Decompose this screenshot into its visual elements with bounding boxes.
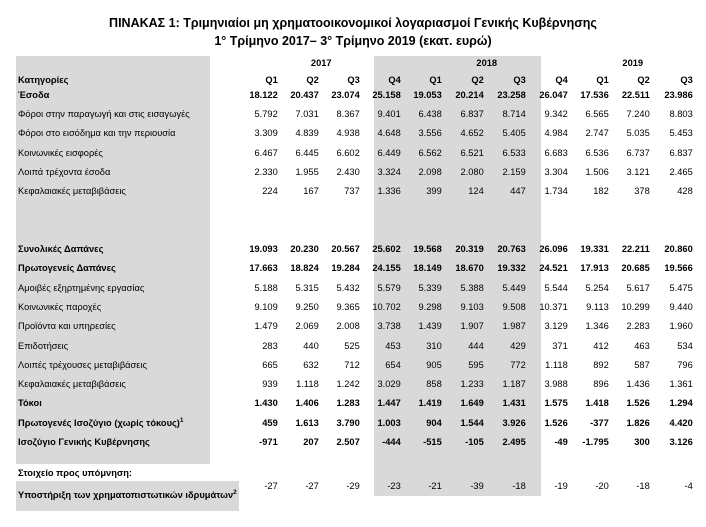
row-label: [16, 432, 239, 451]
table-cell: 18.149: [413, 263, 442, 274]
table-cell: 4.984: [544, 128, 568, 139]
table-cell: 26.047: [539, 89, 568, 100]
table-cell: -444: [382, 436, 401, 447]
row-label-text: Κοινωνικές παροχές: [18, 301, 102, 312]
table-cell: 6.737: [626, 147, 650, 158]
table-row: [16, 143, 695, 162]
table-cell: 17.913: [580, 263, 609, 274]
table-cell: 207: [303, 436, 319, 447]
table-cell: 2.330: [254, 166, 278, 177]
table-cell: 24.521: [539, 263, 568, 274]
table-cell: 3.324: [377, 166, 401, 177]
table-cell: 3.988: [544, 379, 568, 390]
row-label: [16, 394, 239, 413]
table-cell: 4.648: [377, 128, 401, 139]
table-cell: 9.113: [586, 301, 609, 312]
row-label-text: Προϊόντα και υπηρεσίες: [18, 321, 116, 332]
table-cell: 9.298: [418, 301, 442, 312]
table-cell: 2.008: [336, 321, 360, 332]
table-cell: 378: [634, 186, 650, 197]
table-row: [16, 181, 695, 200]
table-cell: 939: [262, 379, 278, 390]
table-cell: 712: [344, 359, 360, 370]
table-cell: 3.309: [254, 128, 278, 139]
table-cell: 595: [468, 359, 484, 370]
table-row: [16, 278, 695, 297]
table-cell: 796: [677, 359, 693, 370]
table-cell: 3.790: [336, 417, 360, 428]
year-header-blank: [16, 56, 239, 69]
table-cell: 23.074: [331, 89, 360, 100]
table-cell: 1.406: [295, 398, 319, 409]
table-cell: 2.098: [418, 166, 442, 177]
table-cell: 1.526: [544, 417, 568, 428]
table-cell: -971: [259, 436, 278, 447]
table-cell: 24.155: [372, 263, 401, 274]
table-cell: 5.617: [626, 282, 650, 293]
table-cell: 6.565: [585, 108, 609, 119]
table-cell: 1.907: [460, 321, 484, 332]
table-cell: 9.365: [336, 301, 360, 312]
table-cell: 3.556: [418, 128, 442, 139]
table-cell: 22.211: [621, 244, 650, 255]
table-cell: 1.987: [502, 321, 526, 332]
table-cell: -21: [428, 480, 442, 491]
table-cell: 19.568: [413, 244, 442, 255]
table-cell: 772: [510, 359, 526, 370]
spacer-cell: [16, 220, 695, 239]
table-cell: -19: [554, 480, 568, 491]
table-cell: 453: [385, 340, 401, 351]
row-label: [16, 374, 239, 393]
table-cell: 1.346: [585, 321, 609, 332]
spacer-row: [16, 220, 695, 239]
table-cell: 904: [426, 417, 442, 428]
table-cell: 20.763: [497, 244, 526, 255]
table-cell: 3.738: [377, 321, 401, 332]
table-cell: 6.683: [544, 147, 568, 158]
table-cell: 5.579: [377, 282, 401, 293]
table-cell: 2.747: [585, 128, 609, 139]
table-row: [16, 124, 695, 143]
table-cell: 1.003: [377, 417, 401, 428]
table-cell: 4.652: [460, 128, 484, 139]
table-cell: 1.613: [295, 417, 319, 428]
table-cell: 1.649: [460, 398, 484, 409]
table-cell: 1.506: [585, 166, 609, 177]
table-cell: 18.824: [290, 263, 319, 274]
table-cell: 4.839: [295, 128, 319, 139]
table-cell: -1.795: [582, 436, 609, 447]
table-cell: 20.437: [290, 89, 319, 100]
table-cell: 1.960: [669, 321, 693, 332]
memo-label: Στοιχείο προς υπόμνηση:: [18, 467, 133, 478]
table-cell: 399: [426, 186, 442, 197]
table-cell: 444: [468, 340, 484, 351]
table-cell: 9.508: [502, 301, 526, 312]
table-cell: -20: [595, 480, 609, 491]
row-label: [16, 162, 239, 181]
table-cell: 1.544: [460, 417, 484, 428]
row-label-text: Ισοζύγιο Γενικής Κυβέρνησης: [18, 436, 150, 447]
table-cell: 124: [468, 186, 484, 197]
table-cell: 5.254: [585, 282, 609, 293]
table-cell: 2.465: [669, 166, 693, 177]
row-label: [16, 481, 239, 511]
table-cell: 26.096: [539, 244, 568, 255]
spacer-row: [16, 452, 695, 465]
table-cell: 7.240: [626, 108, 650, 119]
table-cell: -27: [305, 480, 319, 491]
table-cell: -23: [387, 480, 401, 491]
table-cell: -377: [590, 417, 609, 428]
row-label-text: Αμοιβές εξηρτημένης εργασίας: [18, 282, 145, 293]
table-cell: 6.467: [254, 147, 278, 158]
table-cell: 459: [262, 417, 278, 428]
row-label: [16, 85, 239, 104]
year-header-row: [16, 56, 695, 69]
table-row: [16, 336, 695, 355]
table-cell: 2.159: [502, 166, 526, 177]
table-cell: 525: [344, 340, 360, 351]
quarter-header: Q1: [596, 75, 609, 85]
table-cell: 17.536: [580, 89, 609, 100]
table-cell: 5.188: [254, 282, 278, 293]
table-cell: 6.562: [418, 147, 442, 158]
quarter-header: Q1: [265, 75, 278, 85]
row-label-text: Έσοδα: [18, 89, 50, 100]
quarter-header: Q4: [388, 75, 401, 85]
table-cell: 224: [262, 186, 278, 197]
table-cell: 25.158: [372, 89, 401, 100]
table-cell: 1.526: [626, 398, 650, 409]
fiscal-accounts-table: [16, 56, 695, 511]
quarter-header: Q2: [306, 75, 319, 85]
row-label-text: Κοινωνικές εισφορές: [18, 147, 103, 158]
table-cell: 1.439: [418, 321, 442, 332]
table-cell: 1.294: [669, 398, 693, 409]
table-cell: 632: [303, 359, 319, 370]
row-label-text: Κεφαλαιακές μεταβιβάσεις: [18, 379, 126, 390]
table-cell: 19.566: [664, 263, 693, 274]
table-cell: 9.109: [254, 301, 278, 312]
table-cell: 1.430: [254, 398, 278, 409]
quarter-header: Q2: [471, 75, 484, 85]
table-cell: 5.315: [295, 282, 319, 293]
table-cell: 4.420: [669, 417, 693, 428]
table-cell: 587: [634, 359, 650, 370]
year-header-2019: 2019: [622, 57, 644, 68]
table-cell: 1.734: [544, 186, 568, 197]
quarter-header-row: [16, 69, 695, 85]
table-cell: -29: [346, 480, 360, 491]
table-cell: 10.299: [621, 301, 650, 312]
row-label-text: Τόκοι: [18, 398, 42, 409]
table-cell: -49: [554, 436, 568, 447]
table-cell: 1.826: [626, 417, 650, 428]
table-cell: 5.388: [460, 282, 484, 293]
table-cell: 428: [677, 186, 693, 197]
table-cell: 19.332: [497, 263, 526, 274]
table-row: [16, 297, 695, 316]
footnote-marker: 1: [179, 416, 184, 424]
row-label: [16, 181, 239, 200]
table-cell: 371: [552, 340, 568, 351]
categories-header: Κατηγορίες: [18, 75, 69, 85]
table-cell: 20.230: [290, 244, 319, 255]
table-cell: 9.342: [544, 108, 568, 119]
table-cell: 1.118: [545, 359, 568, 370]
table-cell: 5.405: [502, 128, 526, 139]
row-label: [16, 239, 239, 258]
table-cell: 2.069: [295, 321, 319, 332]
table-cell: 283: [262, 340, 278, 351]
table-cell: -105: [465, 436, 484, 447]
row-label-text: Κεφαλαιακές μεταβιβάσεις: [18, 186, 126, 197]
table-cell: 1.431: [502, 398, 526, 409]
table-row: [16, 413, 695, 432]
year-header-2018: 2018: [476, 57, 498, 68]
table-cell: 5.792: [254, 108, 278, 119]
table-cell: 1.336: [377, 186, 401, 197]
table-cell: 19.331: [580, 244, 609, 255]
table-cell: 8.803: [669, 108, 693, 119]
row-label: [16, 124, 239, 143]
table-row: [16, 374, 695, 393]
table-cell: 5.475: [669, 282, 693, 293]
table-cell: 1.418: [585, 398, 609, 409]
table-cell: 3.121: [626, 166, 650, 177]
table-cell: -18: [636, 480, 650, 491]
table-cell: 20.214: [455, 89, 484, 100]
row-label: [16, 413, 239, 432]
row-label: [16, 104, 239, 123]
table-cell: 6.521: [460, 147, 484, 158]
table-cell: 6.438: [418, 108, 442, 119]
table-row: [16, 162, 695, 181]
table-cell: 19.093: [249, 244, 278, 255]
table-cell: 20.685: [621, 263, 650, 274]
table-cell: 1.118: [296, 379, 319, 390]
table-cell: 300: [634, 436, 650, 447]
row-label-text: Συνολικές Δαπάνες: [18, 244, 104, 255]
table-cell: 25.602: [372, 244, 401, 255]
table-cell: 18.670: [455, 263, 484, 274]
table-cell: 3.029: [377, 379, 401, 390]
table-cell: 9.250: [295, 301, 319, 312]
table-cell: 1.955: [295, 166, 319, 177]
table-cell: 5.432: [336, 282, 360, 293]
table-cell: 19.053: [413, 89, 442, 100]
table-cell: 9.401: [377, 108, 401, 119]
footnote-marker: 2: [233, 489, 237, 497]
table-cell: 19.284: [331, 263, 360, 274]
table-cell: 23.986: [664, 89, 693, 100]
table-cell: 9.440: [669, 301, 693, 312]
table-row: [16, 317, 695, 336]
table-row: [16, 239, 695, 258]
row-label-text: Λοιπές τρέχουσες μεταβιβάσεις: [18, 359, 147, 370]
quarter-header: Q3: [680, 75, 693, 85]
row-label-text: Λοιπά τρέχοντα έσοδα: [18, 166, 111, 177]
table-cell: 6.536: [585, 147, 609, 158]
table-cell: 2.283: [626, 321, 650, 332]
row-label-text: Επιδοτήσεις: [18, 340, 69, 351]
table-cell: 1.283: [336, 398, 360, 409]
row-label: [16, 297, 239, 316]
table-cell: 4.938: [336, 128, 360, 139]
table-cell: 22.511: [621, 89, 650, 100]
row-label: [16, 355, 239, 374]
table-cell: 182: [593, 186, 609, 197]
table-row: [16, 355, 695, 374]
table-cell: 18.122: [249, 89, 278, 100]
table-cell: -18: [512, 480, 526, 491]
table-cell: 6.445: [295, 147, 319, 158]
table-cell: 7.031: [295, 108, 319, 119]
row-label: [16, 317, 239, 336]
table-row: [16, 85, 695, 104]
table-cell: 8.367: [336, 108, 360, 119]
table-cell: 1.575: [544, 398, 568, 409]
row-label-text: Πρωτογενές Ισοζύγιο (χωρίς τόκους): [18, 417, 180, 428]
spacer-cell: [16, 201, 695, 220]
row-label-text: Υποστήριξη των χρηματοπιστωτικών ιδρυμάτων: [18, 490, 234, 501]
row-label: [16, 143, 239, 162]
table-cell: 429: [510, 340, 526, 351]
spacer-cell: [16, 452, 695, 465]
table-cell: 6.449: [377, 147, 401, 158]
table-cell: 8.714: [502, 108, 526, 119]
table-cell: 5.544: [544, 282, 568, 293]
table-cell: 2.430: [336, 166, 360, 177]
table-cell: 6.837: [669, 147, 693, 158]
table-cell: 1.233: [460, 379, 484, 390]
table-cell: 9.103: [460, 301, 484, 312]
table-cell: -4: [684, 480, 693, 491]
table-row: [16, 259, 695, 278]
table-cell: 1.187: [502, 379, 526, 390]
table-cell: 10.371: [539, 301, 568, 312]
row-label: [16, 259, 239, 278]
table-title: ΠΙΝΑΚΑΣ 1: Τριμηνιαίοι μη χρηματοοικονομικοί λογαριασμοί Γενικής Κυβέρνησης: [109, 16, 597, 30]
table-cell: 440: [303, 340, 319, 351]
table-cell: 447: [510, 186, 526, 197]
table-cell: 6.837: [460, 108, 484, 119]
table-cell: 3.129: [544, 321, 568, 332]
table-cell: 3.126: [669, 436, 693, 447]
table-cell: 20.567: [331, 244, 360, 255]
table-cell: 412: [593, 340, 609, 351]
spacer-row: [16, 201, 695, 220]
table-cell: 896: [593, 379, 609, 390]
table-cell: 1.361: [669, 379, 693, 390]
table-cell: 1.447: [377, 398, 401, 409]
table-row: [16, 432, 695, 451]
table-cell: 167: [303, 186, 319, 197]
table-cell: 5.339: [418, 282, 442, 293]
table-cell: 23.258: [497, 89, 526, 100]
table-cell: 905: [426, 359, 442, 370]
row-label: [16, 336, 239, 355]
table-cell: 463: [634, 340, 650, 351]
table-cell: -39: [470, 480, 484, 491]
table-cell: 1.479: [254, 321, 278, 332]
table-cell: 1.436: [626, 379, 650, 390]
table-cell: 892: [593, 359, 609, 370]
table-row: [16, 481, 695, 511]
quarter-header: Q4: [555, 75, 568, 85]
row-label-text: Πρωτογενείς Δαπάνες: [18, 263, 116, 274]
year-header-2017: 2017: [310, 57, 332, 68]
row-label-text: Φόροι στο εισόδημα και την περιουσία: [18, 128, 176, 139]
table-cell: 2.507: [336, 436, 360, 447]
table-row: [16, 394, 695, 413]
table-cell: -515: [423, 436, 442, 447]
table-subtitle: 1° Τρίμηνο 2017– 3° Τρίμηνο 2019 (εκατ. ευρώ): [214, 34, 492, 48]
table-cell: 654: [385, 359, 401, 370]
table-cell: 17.663: [249, 263, 278, 274]
table-cell: 2.080: [460, 166, 484, 177]
table-cell: 665: [262, 359, 278, 370]
table-cell: 6.602: [336, 147, 360, 158]
table-cell: 737: [344, 186, 360, 197]
quarter-header: Q3: [347, 75, 360, 85]
row-label-text: Φόροι στην παραγωγή και στις εισαγωγές: [18, 108, 190, 119]
table-cell: 20.319: [455, 244, 484, 255]
row-label: [16, 278, 239, 297]
table-cell: 5.453: [669, 128, 693, 139]
table-cell: 3.304: [544, 166, 568, 177]
table-cell: 3.926: [502, 417, 526, 428]
table-cell: 310: [426, 340, 442, 351]
table-cell: 20.860: [664, 244, 693, 255]
table-cell: 10.702: [372, 301, 401, 312]
table-cell: 858: [426, 379, 442, 390]
table-cell: 2.495: [502, 436, 526, 447]
quarter-header: Q1: [429, 75, 442, 85]
table-cell: 6.533: [502, 147, 526, 158]
table-cell: 5.035: [626, 128, 650, 139]
table-cell: 1.242: [336, 379, 360, 390]
table-row: [16, 104, 695, 123]
quarter-header: Q2: [637, 75, 650, 85]
table-cell: 5.449: [502, 282, 526, 293]
quarter-header: Q3: [513, 75, 526, 85]
table-cell: 534: [677, 340, 693, 351]
table-cell: -27: [264, 480, 278, 491]
memo-header-row: [16, 465, 695, 481]
table-cell: 1.419: [418, 398, 442, 409]
